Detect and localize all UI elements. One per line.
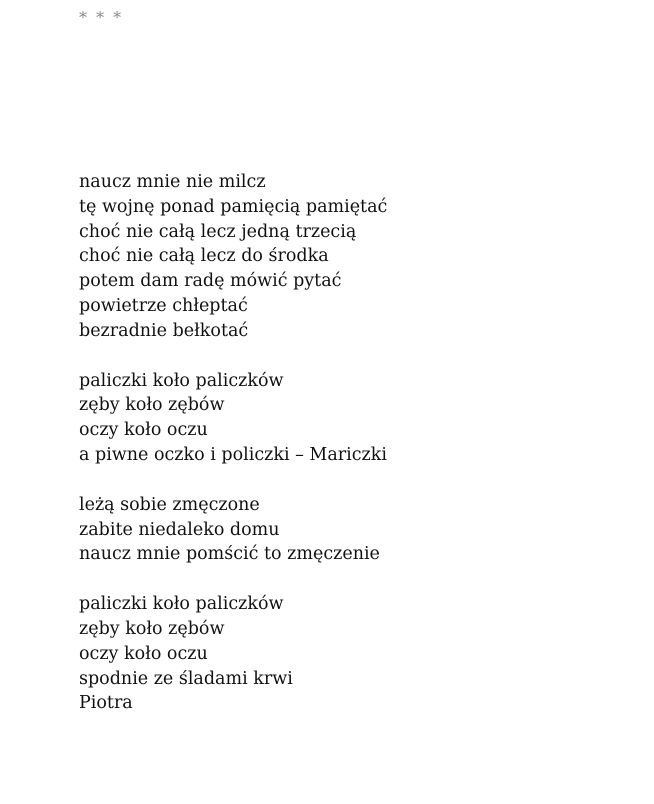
- poem-line: zabite niedaleko domu: [79, 519, 280, 540]
- poem-line: choć nie całą lecz do środka: [79, 246, 329, 267]
- poem-line: powietrze chłeptać: [79, 295, 248, 316]
- poem-line: a piwne oczko i policzki – Mariczki: [79, 444, 387, 465]
- poem-line: bezradnie bełkotać: [79, 320, 249, 341]
- poem-line: choć nie całą lecz jedną trzecią: [79, 221, 357, 242]
- poem-line: leżą sobie zmęczone: [79, 494, 260, 515]
- stanza-2: [79, 369, 619, 468]
- poem-line: zęby koło zębów: [79, 395, 225, 416]
- poem-line: zęby koło zębów: [79, 618, 225, 639]
- poem-line: naucz mnie nie milcz: [79, 172, 266, 192]
- stanza-3: [79, 493, 619, 567]
- poem-line: oczy koło oczu: [79, 420, 208, 441]
- poem-line: Piotra: [79, 693, 133, 714]
- poem: [79, 170, 619, 741]
- poem-line: paliczki koło paliczków: [79, 370, 284, 391]
- poem-line: tę wojnę ponad pamięcią pamiętać: [79, 196, 388, 217]
- poem-line: oczy koło oczu: [79, 643, 208, 664]
- poem-line: potem dam radę mówić pytać: [79, 271, 342, 292]
- stanza-1: [79, 170, 619, 344]
- poem-line: spodnie ze śladami krwi: [79, 668, 293, 689]
- stanza-4: [79, 592, 619, 716]
- poem-line: paliczki koło paliczków: [79, 594, 284, 615]
- poem-line: naucz mnie pomścić to zmęczenie: [79, 544, 380, 565]
- section-separator: * * *: [79, 8, 124, 27]
